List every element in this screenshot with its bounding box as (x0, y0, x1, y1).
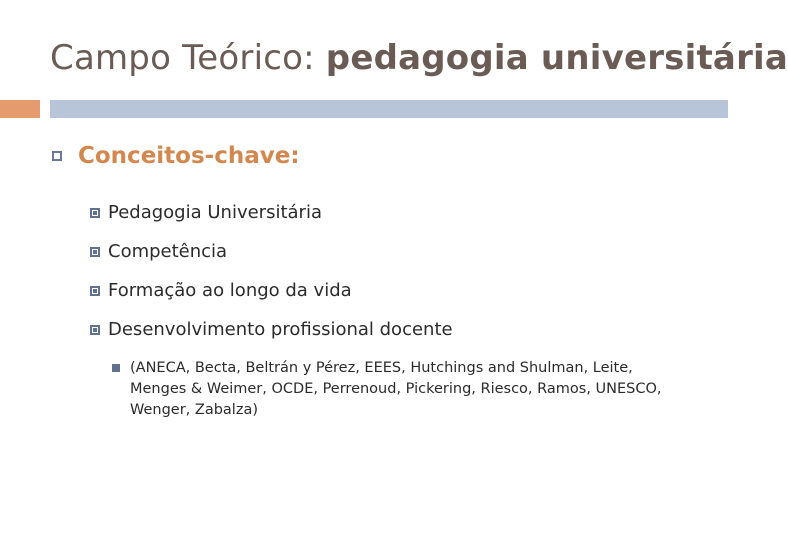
hollow-square-bullet-icon (52, 151, 62, 161)
accent-bar-blue (50, 100, 728, 118)
bullet-level2-item (90, 280, 352, 301)
slide-title (50, 38, 788, 78)
boxed-square-bullet-icon (90, 325, 100, 335)
bullet-level2-text: Formação ao longo da vida (108, 280, 352, 301)
bullet-level2-item (90, 202, 322, 223)
boxed-square-bullet-icon (90, 286, 100, 296)
bullet-level2-item (90, 319, 453, 340)
bullet-level3 (112, 358, 692, 421)
bullet-level2-text: Competência (108, 241, 228, 262)
bullet-level2-text: Desenvolvimento profissional docente (108, 319, 453, 340)
bullet-level1 (52, 143, 300, 169)
boxed-square-bullet-icon (90, 208, 100, 218)
bullet-level1-text: Conceitos-chave: (78, 143, 300, 169)
bullet-level2-item (90, 241, 227, 262)
accent-bar-orange (0, 100, 40, 118)
slide-title-bold: pedagogia universitária (325, 38, 788, 78)
bullet-level3-text: (ANECA, Becta, Beltrán y Pérez, EEES, Hutchings and Shulman, Leite, Menges & Weimer, OCDE, Perrenoud, Pickering, Riesco, Ramos, UNESCO, Wenger, Zabalza) (130, 360, 662, 418)
filled-square-bullet-icon (112, 364, 120, 372)
slide-title-prefix: Campo Teórico: (50, 38, 326, 78)
bullet-level2-text: Pedagogia Universitária (108, 202, 322, 223)
boxed-square-bullet-icon (90, 247, 100, 257)
